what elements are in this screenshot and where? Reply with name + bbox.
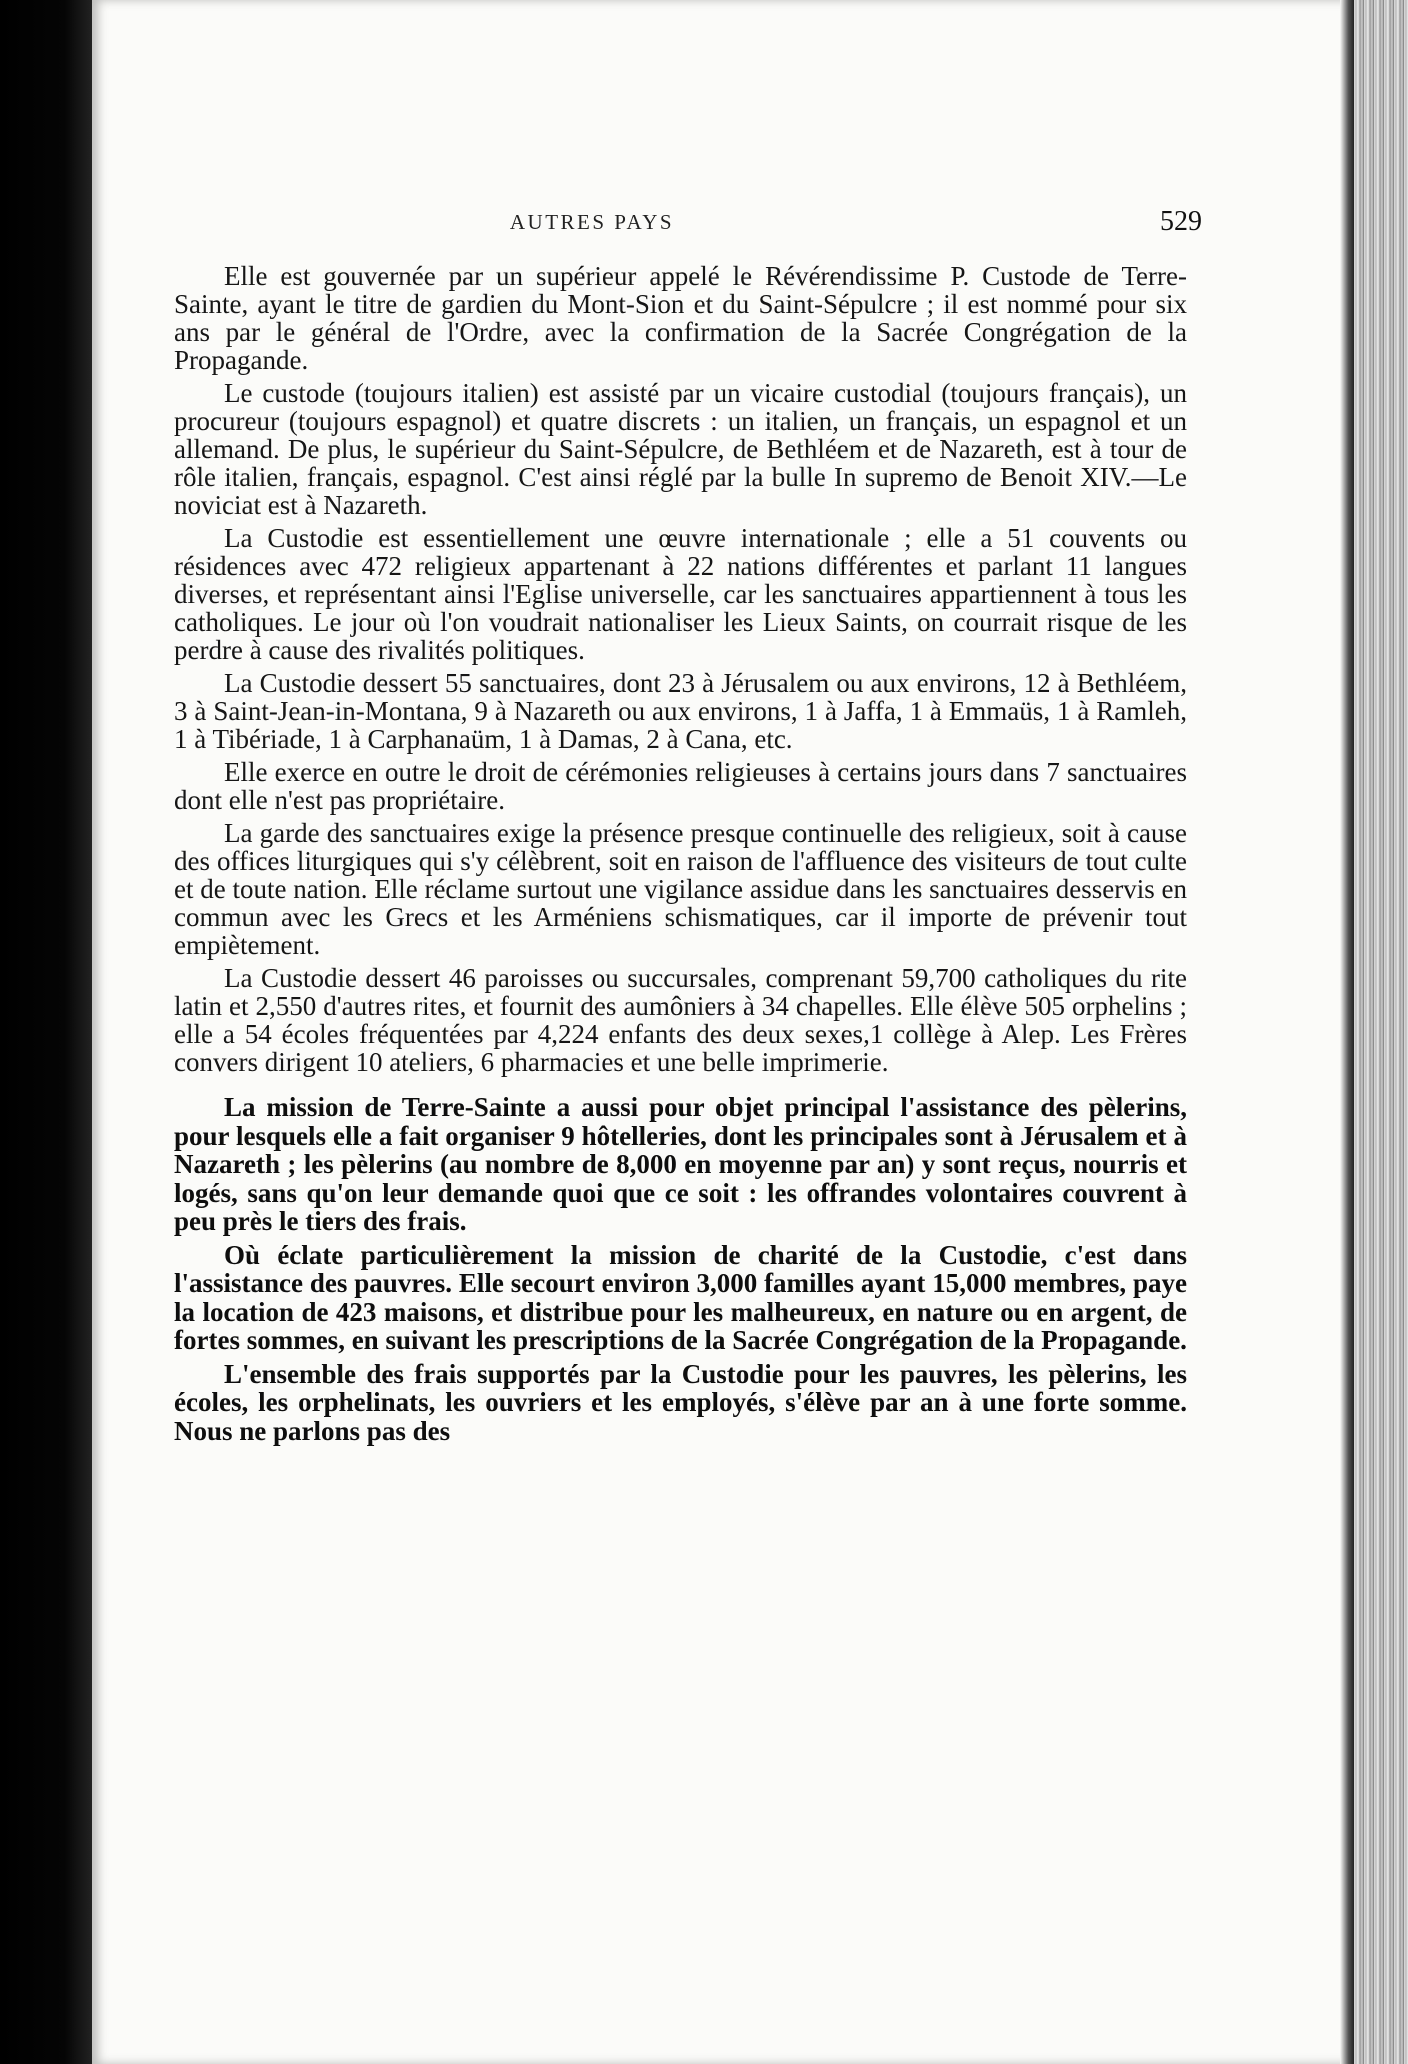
paragraph-pauvres: Où éclate particulièrement la mission de charité de la Custodie, c'est dans l'assistance des pauvres. Elle secourt environ 3,000 familles ayant 15,000 membres, paye la location de 423 maisons, et distribue pour les malheureux, en nature ou en argent, de fortes sommes, en suivant les prescriptions de la Sacrée Congrégation de la Propagande. [174,1239,1187,1355]
body-text [174,262,1187,1450]
paragraph-custode: Le custode (toujours italien) est assisté par un vicaire custodial (toujours français), un procureur (toujours espagnol) et quatre discrets : un italien, un français, un espagnol et un allemand. De plus, le supérieur du Saint-Sépulcre, de Bethléem et de Nazareth, est à tour de rôle italien, français, espagnol. C'est ainsi réglé par la bulle In supremo de Benoit XIV.—Le noviciat est à Nazareth. [174,378,1187,520]
paragraph-ceremonies: Elle exerce en outre le droit de cérémonies religieuses à certains jours dans 7 sanctuaires dont elle n'est pas propriétaire. [174,757,1187,815]
paragraph-garde: La garde des sanctuaires exige la présence presque continuelle des religieux, soit à cause des offices liturgiques qui s'y célèbrent, soit en raison de l'affluence des visiteurs de tout culte et de toute nation. Elle réclame surtout une vigilance assidue dans les sanctuaires desservis en commun avec les Grecs et les Arméniens schismatiques, car il importe de prévenir tout empiètement. [174,818,1187,960]
page-number: 529 [1160,206,1202,237]
running-head: AUTRES PAYS [509,210,675,234]
book-page [92,0,1354,2064]
book-page-edges [1354,0,1408,2064]
page-gutter-shadow [1340,0,1354,2064]
paragraph-paroisses: La Custodie dessert 46 paroisses ou succursales, comprenant 59,700 catholiques du rite latin et 2,550 d'autres rites, et fournit des aumôniers à 34 chapelles. Elle élève 505 orphelins ; elle a 54 écoles fréquentées par 4,224 enfants des deux sexes,1 collège à Alep. Les Frères convers dirigent 10 ateliers, 6 pharmacies et une belle imprimerie. [174,963,1187,1077]
paragraph-pelerins: La mission de Terre-Sainte a aussi pour objet principal l'assistance des pèlerins, pour lesquels elle a fait organiser 9 hôtelleries, dont les principales sont à Jérusalem et à Nazareth ; les pèlerins (au nombre de 8,000 en moyenne par an) y sont reçus, nourris et logés, sans qu'on leur demande quoi que ce soit : les offrandes volontaires couvrent à peu près le tiers des frais. [174,1092,1187,1236]
paragraph-frais: L'ensemble des frais supportés par la Custodie pour les pauvres, les pèlerins, les écoles, les orphelinats, les ouvriers et les employés, s'élève par an à une forte somme. Nous ne parlons pas des [174,1358,1187,1446]
page-header [182,206,1202,250]
scan-border-left [0,0,92,2064]
paragraph-spacer [174,1081,1187,1089]
paragraph-internationale: La Custodie est essentiellement une œuvre internationale ; elle a 51 couvents ou résidences avec 472 religieux appartenant à 22 nations différentes et parlant 11 langues diverses, et représentant ainsi l'Eglise universelle, car les sanctuaires appartiennent à tous les catholiques. Le jour où l'on voudrait nationaliser les Lieux Saints, on courrait risque de les perdre à cause des rivalités politiques. [174,523,1187,665]
paragraph-sanctuaires: La Custodie dessert 55 sanctuaires, dont 23 à Jérusalem ou aux environs, 12 à Bethléem, 3 à Saint-Jean-in-Montana, 9 à Nazareth ou aux environs, 1 à Jaffa, 1 à Emmaüs, 1 à Ramleh, 1 à Tibériade, 1 à Carphanaüm, 1 à Damas, 2 à Cana, etc. [174,668,1187,754]
paragraph-gouvernement: Elle est gouvernée par un supérieur appelé le Révérendissime P. Custode de Terre-Sainte, ayant le titre de gardien du Mont-Sion et du Saint-Sépulcre ; il est nommé pour six ans par le général de l'Ordre, avec la confirmation de la Sacrée Congrégation de la Propagande. [174,261,1187,375]
